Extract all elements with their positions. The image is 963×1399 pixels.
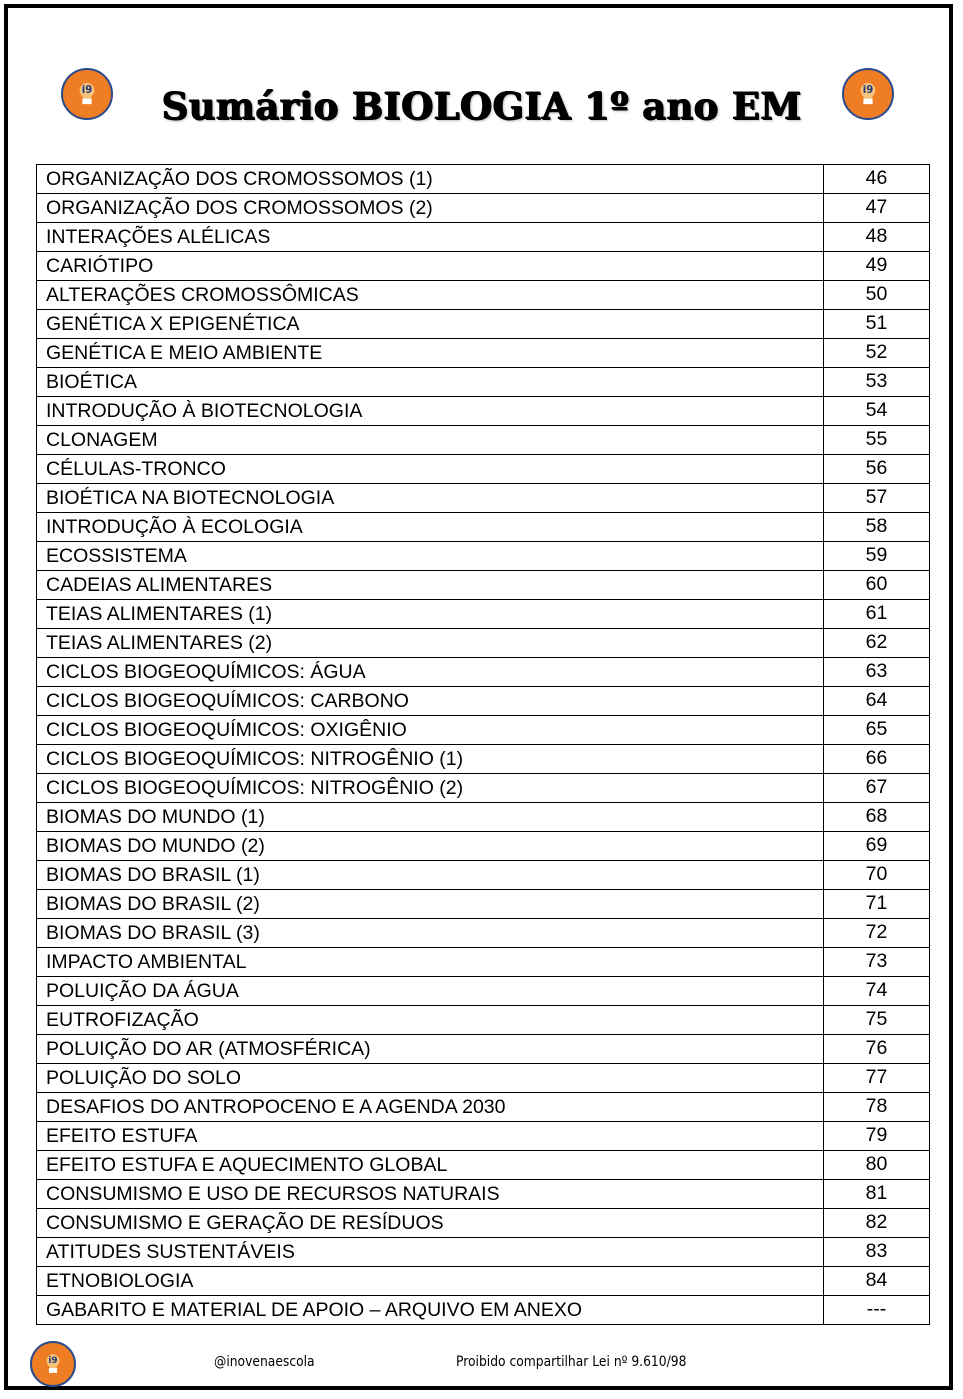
topic-cell: BIOMAS DO BRASIL (1) xyxy=(37,861,824,890)
page-number-cell: 50 xyxy=(824,281,930,310)
page-number-cell: 69 xyxy=(824,832,930,861)
table-row xyxy=(37,252,930,281)
table-row xyxy=(37,1093,930,1122)
page-number-cell: 60 xyxy=(824,571,930,600)
topic-cell: BIOMAS DO MUNDO (1) xyxy=(37,803,824,832)
page-number-cell: 83 xyxy=(824,1238,930,1267)
table-row xyxy=(37,1296,930,1325)
topic-cell: TEIAS ALIMENTARES (1) xyxy=(37,600,824,629)
topic-cell: BIOÉTICA xyxy=(37,368,824,397)
page-number-cell: 46 xyxy=(824,165,930,194)
page-number-cell: 53 xyxy=(824,368,930,397)
page-number-cell: 72 xyxy=(824,919,930,948)
logo-text: i9 xyxy=(862,85,874,97)
page-number-cell: 58 xyxy=(824,513,930,542)
table-row xyxy=(37,716,930,745)
topic-cell: BIOMAS DO BRASIL (2) xyxy=(37,890,824,919)
page-number-cell: 77 xyxy=(824,1064,930,1093)
page-number-cell: 56 xyxy=(824,455,930,484)
page-number-cell: --- xyxy=(824,1296,930,1325)
table-row xyxy=(37,600,930,629)
page-number-cell: 81 xyxy=(824,1180,930,1209)
page-number-cell: 47 xyxy=(824,194,930,223)
topic-cell: GABARITO E MATERIAL DE APOIO – ARQUIVO EM ANEXO xyxy=(37,1296,824,1325)
table-row xyxy=(37,1035,930,1064)
table-row xyxy=(37,455,930,484)
table-row xyxy=(37,194,930,223)
table-row xyxy=(37,310,930,339)
table-row xyxy=(37,1180,930,1209)
page-number-cell: 67 xyxy=(824,774,930,803)
topic-cell: DESAFIOS DO ANTROPOCENO E A AGENDA 2030 xyxy=(37,1093,824,1122)
topic-cell: POLUIÇÃO DO SOLO xyxy=(37,1064,824,1093)
table-row xyxy=(37,1064,930,1093)
table-row xyxy=(37,1267,930,1296)
table-row xyxy=(37,542,930,571)
topic-cell: INTRODUÇÃO À BIOTECNOLOGIA xyxy=(37,397,824,426)
footer-logo-icon xyxy=(30,1341,76,1387)
table-row xyxy=(37,368,930,397)
table-row xyxy=(37,774,930,803)
topic-cell: CLONAGEM xyxy=(37,426,824,455)
page-number-cell: 66 xyxy=(824,745,930,774)
table-row xyxy=(37,861,930,890)
table-row xyxy=(37,745,930,774)
page-number-cell: 64 xyxy=(824,687,930,716)
topic-cell: INTRODUÇÃO À ECOLOGIA xyxy=(37,513,824,542)
topic-cell: CICLOS BIOGEOQUÍMICOS: ÁGUA xyxy=(37,658,824,687)
page-number-cell: 68 xyxy=(824,803,930,832)
topic-cell: ECOSSISTEMA xyxy=(37,542,824,571)
topic-cell: GENÉTICA E MEIO AMBIENTE xyxy=(37,339,824,368)
topic-cell: IMPACTO AMBIENTAL xyxy=(37,948,824,977)
table-row xyxy=(37,658,930,687)
table-row xyxy=(37,832,930,861)
table-row xyxy=(37,977,930,1006)
table-row xyxy=(37,281,930,310)
footer-legal-notice: Proibido compartilhar Lei nº 9.610/98 xyxy=(456,1354,687,1370)
page-number-cell: 73 xyxy=(824,948,930,977)
table-row xyxy=(37,484,930,513)
table-row xyxy=(37,1122,930,1151)
page-number-cell: 51 xyxy=(824,310,930,339)
page-number-cell: 78 xyxy=(824,1093,930,1122)
topic-cell: EFEITO ESTUFA xyxy=(37,1122,824,1151)
topic-cell: CONSUMISMO E USO DE RECURSOS NATURAIS xyxy=(37,1180,824,1209)
logo-text: i9 xyxy=(81,85,93,97)
page-number-cell: 79 xyxy=(824,1122,930,1151)
table-row xyxy=(37,919,930,948)
topic-cell: EFEITO ESTUFA E AQUECIMENTO GLOBAL xyxy=(37,1151,824,1180)
page-title: Sumário BIOLOGIA 1º ano EM xyxy=(161,84,802,128)
footer-handle: @inovenaescola xyxy=(214,1354,315,1370)
topic-cell: ORGANIZAÇÃO DOS CROMOSSOMOS (2) xyxy=(37,194,824,223)
topic-cell: ATITUDES SUSTENTÁVEIS xyxy=(37,1238,824,1267)
topic-cell: EUTROFIZAÇÃO xyxy=(37,1006,824,1035)
page-number-cell: 57 xyxy=(824,484,930,513)
topic-cell: CICLOS BIOGEOQUÍMICOS: CARBONO xyxy=(37,687,824,716)
page-number-cell: 80 xyxy=(824,1151,930,1180)
topic-cell: BIOÉTICA NA BIOTECNOLOGIA xyxy=(37,484,824,513)
table-row xyxy=(37,1151,930,1180)
table-row xyxy=(37,571,930,600)
table-row xyxy=(37,513,930,542)
table-row xyxy=(37,223,930,252)
page-number-cell: 54 xyxy=(824,397,930,426)
page-number-cell: 63 xyxy=(824,658,930,687)
topic-cell: CICLOS BIOGEOQUÍMICOS: NITROGÊNIO (2) xyxy=(37,774,824,803)
topic-cell: BIOMAS DO MUNDO (2) xyxy=(37,832,824,861)
topic-cell: ETNOBIOLOGIA xyxy=(37,1267,824,1296)
table-row xyxy=(37,426,930,455)
topic-cell: ORGANIZAÇÃO DOS CROMOSSOMOS (1) xyxy=(37,165,824,194)
page-number-cell: 71 xyxy=(824,890,930,919)
topic-cell: CONSUMISMO E GERAÇÃO DE RESÍDUOS xyxy=(37,1209,824,1238)
lightbulb-icon xyxy=(32,1343,74,1385)
table-row xyxy=(37,687,930,716)
topic-cell: CÉLULAS-TRONCO xyxy=(37,455,824,484)
table-row xyxy=(37,339,930,368)
toc-body xyxy=(37,165,930,1325)
topic-cell: TEIAS ALIMENTARES (2) xyxy=(37,629,824,658)
page-number-cell: 59 xyxy=(824,542,930,571)
logo-text: i9 xyxy=(48,1356,58,1367)
page-number-cell: 65 xyxy=(824,716,930,745)
page-number-cell: 84 xyxy=(824,1267,930,1296)
table-row xyxy=(37,890,930,919)
table-row xyxy=(37,1238,930,1267)
table-row xyxy=(37,629,930,658)
page-number-cell: 55 xyxy=(824,426,930,455)
page-number-cell: 74 xyxy=(824,977,930,1006)
table-of-contents xyxy=(36,164,930,1325)
topic-cell: GENÉTICA X EPIGENÉTICA xyxy=(37,310,824,339)
page-number-cell: 61 xyxy=(824,600,930,629)
topic-cell: INTERAÇÕES ALÉLICAS xyxy=(37,223,824,252)
page-number-cell: 76 xyxy=(824,1035,930,1064)
topic-cell: ALTERAÇÕES CROMOSSÔMICAS xyxy=(37,281,824,310)
page-number-cell: 48 xyxy=(824,223,930,252)
table-row xyxy=(37,803,930,832)
table-row xyxy=(37,948,930,977)
table-row xyxy=(37,1006,930,1035)
topic-cell: BIOMAS DO BRASIL (3) xyxy=(37,919,824,948)
topic-cell: CICLOS BIOGEOQUÍMICOS: OXIGÊNIO xyxy=(37,716,824,745)
table-row xyxy=(37,397,930,426)
topic-cell: POLUIÇÃO DO AR (ATMOSFÉRICA) xyxy=(37,1035,824,1064)
topic-cell: POLUIÇÃO DA ÁGUA xyxy=(37,977,824,1006)
page-number-cell: 82 xyxy=(824,1209,930,1238)
page-number-cell: 62 xyxy=(824,629,930,658)
page-number-cell: 75 xyxy=(824,1006,930,1035)
topic-cell: CADEIAS ALIMENTARES xyxy=(37,571,824,600)
topic-cell: CICLOS BIOGEOQUÍMICOS: NITROGÊNIO (1) xyxy=(37,745,824,774)
topic-cell: CARIÓTIPO xyxy=(37,252,824,281)
page-number-cell: 70 xyxy=(824,861,930,890)
table-row xyxy=(37,165,930,194)
page-number-cell: 52 xyxy=(824,339,930,368)
page-number-cell: 49 xyxy=(824,252,930,281)
table-row xyxy=(37,1209,930,1238)
